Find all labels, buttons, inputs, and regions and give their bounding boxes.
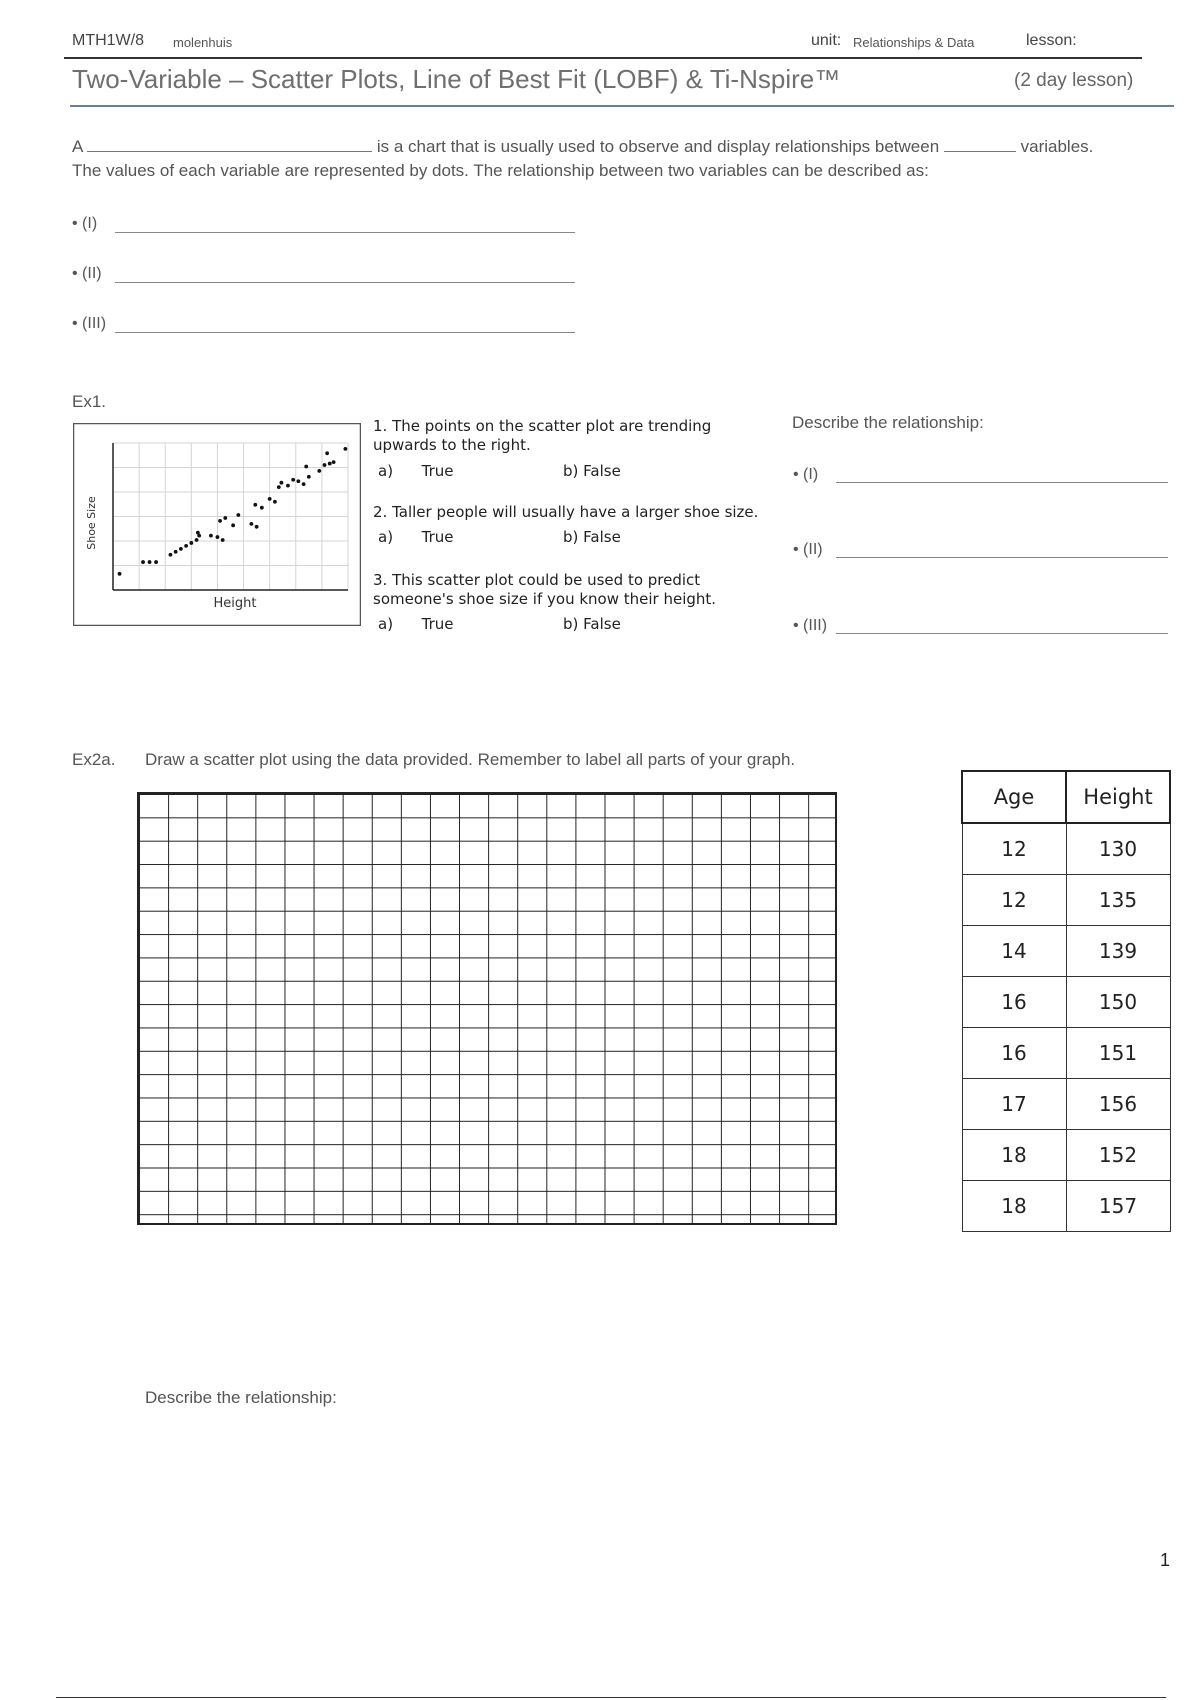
ex1-scatter-point bbox=[328, 462, 332, 466]
ex1-scatter-point bbox=[236, 513, 240, 517]
ex1-scatter-point bbox=[253, 503, 257, 507]
footer-rule bbox=[56, 1697, 1166, 1698]
height-cell: 150 bbox=[1066, 977, 1170, 1028]
table-header-row bbox=[962, 771, 1170, 823]
bullet-ii: • (II) bbox=[72, 265, 102, 282]
ex1-scatter-point bbox=[141, 560, 145, 564]
ex1-scatter-point bbox=[154, 560, 158, 564]
ex1-scatter-point bbox=[268, 497, 272, 501]
ex1-scatter-point bbox=[325, 451, 329, 455]
table-row bbox=[962, 823, 1170, 875]
ex1-scatter-point bbox=[118, 572, 122, 576]
age-cell: 17 bbox=[962, 1079, 1066, 1130]
ex1-scatter-point bbox=[291, 478, 295, 482]
bullet-i: • (I) bbox=[72, 215, 98, 232]
age-cell: 12 bbox=[962, 823, 1066, 875]
ex1-scatter-point bbox=[174, 550, 178, 554]
ex1-scatter-point bbox=[189, 541, 193, 545]
ex1-scatter-point bbox=[332, 460, 336, 464]
ex1-scatter-point bbox=[277, 485, 281, 489]
age-cell: 16 bbox=[962, 1028, 1066, 1079]
ex1-scatter-point bbox=[249, 522, 253, 526]
ex1-scatter-point bbox=[296, 479, 300, 483]
height-cell: 135 bbox=[1066, 875, 1170, 926]
table-header-height: Height bbox=[1066, 771, 1170, 823]
intro-mid: is a chart that is usually used to observe and display relationships between bbox=[376, 137, 940, 156]
intro-end: variables. bbox=[1020, 137, 1094, 156]
ex2-instruction: Draw a scatter plot using the data provided. Remember to label all parts of your graph. bbox=[145, 750, 796, 769]
title-rule bbox=[70, 105, 1174, 107]
intro-a: A bbox=[72, 137, 83, 156]
blank-line-ii[interactable] bbox=[115, 282, 575, 283]
q1-option-b[interactable]: b) False bbox=[563, 462, 621, 480]
table-row bbox=[962, 1130, 1170, 1181]
table-row bbox=[962, 977, 1170, 1028]
age-cell: 14 bbox=[962, 926, 1066, 977]
ex1-scatter-point bbox=[195, 538, 199, 542]
q3-option-a[interactable]: a) True bbox=[378, 615, 454, 633]
page-title: Two-Variable – Scatter Plots, Line of Best Fit (LOBF) & Ti-Nspire™ bbox=[72, 64, 841, 94]
ex1-scatter-point bbox=[231, 523, 235, 527]
ex1-describe-label: Describe the relationship: bbox=[792, 413, 984, 432]
page-number: 1 bbox=[1160, 1550, 1171, 1570]
ex1-x-label: Height bbox=[213, 596, 257, 611]
height-cell: 152 bbox=[1066, 1130, 1170, 1181]
ex1-bullet-iii: • (III) bbox=[793, 617, 828, 634]
table-row bbox=[962, 1181, 1170, 1232]
ex1-scatter-point bbox=[280, 481, 284, 485]
q2-option-a[interactable]: a) True bbox=[378, 528, 454, 546]
ex1-scatter-point bbox=[343, 447, 347, 451]
age-cell: 18 bbox=[962, 1130, 1066, 1181]
ex1-scatter-point bbox=[209, 534, 213, 538]
unit-label: unit: bbox=[811, 32, 842, 49]
ex1-blank-iii[interactable] bbox=[836, 633, 1168, 634]
unit-value: Relationships & Data bbox=[853, 35, 975, 50]
ex1-label: Ex1. bbox=[72, 392, 107, 411]
height-cell: 130 bbox=[1066, 823, 1170, 875]
ex1-scatter-point bbox=[169, 553, 173, 557]
blank-graph-grid[interactable] bbox=[137, 792, 837, 1225]
ex2-label: Ex2a. bbox=[72, 750, 116, 769]
ex1-scatter-point bbox=[260, 506, 264, 510]
height-cell: 151 bbox=[1066, 1028, 1170, 1079]
table-header-age: Age bbox=[962, 771, 1066, 823]
ex1-scatter-point bbox=[286, 484, 290, 488]
bullet-iii: • (III) bbox=[72, 315, 107, 332]
intro-line-2: The values of each variable are represented by dots. The relationship between two variables can be described as: bbox=[72, 161, 929, 180]
table-row bbox=[962, 1028, 1170, 1079]
blank-variable-count[interactable] bbox=[944, 151, 1016, 152]
blank-line-i[interactable] bbox=[115, 232, 575, 233]
ex1-scatter-point bbox=[184, 544, 188, 548]
age-cell: 12 bbox=[962, 875, 1066, 926]
age-cell: 18 bbox=[962, 1181, 1066, 1232]
ex1-scatter-point bbox=[255, 525, 259, 529]
table-row bbox=[962, 1079, 1170, 1130]
ex1-scatter-point bbox=[323, 463, 327, 467]
lesson-label: lesson: bbox=[1026, 32, 1077, 49]
ex2-describe-label: Describe the relationship: bbox=[145, 1388, 337, 1407]
ex1-scatter-point bbox=[307, 475, 311, 479]
intro-line-1 bbox=[72, 137, 1152, 157]
ex1-scatter-point bbox=[223, 516, 227, 520]
ex1-blank-ii[interactable] bbox=[836, 557, 1168, 558]
ex1-scatter-point bbox=[196, 531, 200, 535]
ex1-bullet-i: • (I) bbox=[793, 466, 819, 483]
ex1-y-label: Shoe Size bbox=[85, 496, 98, 550]
age-cell: 16 bbox=[962, 977, 1066, 1028]
ex1-scatter-point bbox=[216, 535, 220, 539]
ex1-bullet-ii: • (II) bbox=[793, 541, 823, 558]
height-cell: 157 bbox=[1066, 1181, 1170, 1232]
ex1-scatter-point bbox=[302, 482, 306, 486]
lesson-duration: (2 day lesson) bbox=[1014, 70, 1134, 91]
ex1-scatter-point bbox=[317, 469, 321, 473]
blank-line-iii[interactable] bbox=[115, 332, 575, 333]
ex1-scatter-point bbox=[218, 519, 222, 523]
ex1-scatter-point bbox=[179, 547, 183, 551]
course-code: MTH1W/8 bbox=[72, 32, 144, 49]
table-row bbox=[962, 875, 1170, 926]
height-cell: 139 bbox=[1066, 926, 1170, 977]
q1-option-a[interactable]: a) True bbox=[378, 462, 454, 480]
q3-option-b[interactable]: b) False bbox=[563, 615, 621, 633]
header-rule bbox=[64, 57, 1142, 59]
teacher-name: molenhuis bbox=[173, 35, 233, 50]
ex1-scatter-point bbox=[148, 560, 152, 564]
ex1-scatter-point bbox=[273, 500, 277, 504]
q2-option-b[interactable]: b) False bbox=[563, 528, 621, 546]
question-2: 2. Taller people will usually have a larger shoe size. bbox=[373, 503, 759, 521]
question-3: 3. This scatter plot could be used to predict someone's shoe size if you know their height. bbox=[373, 571, 717, 608]
ex1-blank-i[interactable] bbox=[836, 482, 1168, 483]
ex1-scatter-point bbox=[304, 465, 308, 469]
blank-chart-name[interactable] bbox=[87, 151, 372, 152]
ex1-scatter-chart bbox=[73, 423, 361, 626]
age-height-table bbox=[961, 770, 1171, 1232]
ex1-scatter-point bbox=[221, 538, 225, 542]
height-cell: 156 bbox=[1066, 1079, 1170, 1130]
table-row bbox=[962, 926, 1170, 977]
question-1: 1. The points on the scatter plot are trending upwards to the right. bbox=[373, 417, 712, 454]
